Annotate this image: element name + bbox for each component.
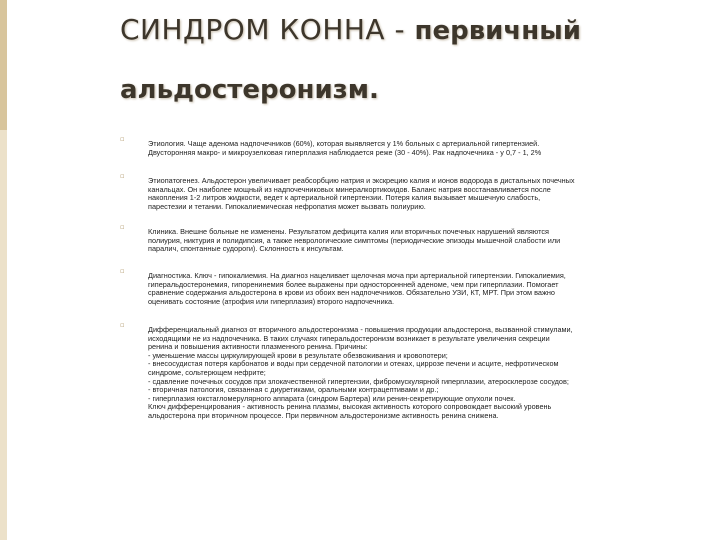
- bullet-icon: ▫: [120, 223, 125, 231]
- slide-title: [120, 2, 700, 121]
- title-part-1: СИНДРОМ КОННА -: [120, 13, 415, 46]
- bullet-text: Этиопатогенез. Альдостерон увеличивает реабсорбцию натрия и экскрецию калия и ионов водорода в дистальных почечных канальцах. Он наиболее мощный из надпочечниковых минералкортикоидов. Баланс натрия восстанавливается после накопления 1-2 литров жидкости, ведет к артериальной гипертензии. Потеря калия вызывает мышечную слабость, парестезии и тетании. Гипокалиемическая нефропатия может вызвать полиурию.: [148, 176, 575, 211]
- bullet-icon: ▫: [120, 135, 125, 143]
- bullet-text: Этиология. Чаще аденома надпочечников (60%), которая выявляется у 1% больных с артериальной гипертензией. Двусторонняя макро- и микроузелковая гиперплазия наблюдается реже (30 - 40%). Рак надпочечника - у 0,7 - 1, 2%: [148, 139, 542, 157]
- bullet-text: Дифференциальный диагноз от вторичного альдостеронизма - повышения продукции альдостерона, вызванной стимулами, исходящими не из надпочечника. В таких случаях гиперальдостеронизм возникает в результате увеличения секреции ренина и повышения активности плазменного ренина. Причины: - уменьшение массы циркулирующей крови в результате обезвоживания и кровопотери; - внесосудистая потеря карбонатов и воды при сердечной патологии и отеках, циррозе печени и асците, нефротическом синдроме, сольтерющем нефрите; - сдавление почечных сосудов при злокачественной гипертензии, фибромускулярной гиперплазии, атеросклерозе сосудов; - вторичная патология, связанная с диуретиками, оральными контрацептивами и др.; - гиперплазия юкстагломерулярного аппарата (синдром Бартера) или ренин-секретирующие опухоли почек. Ключ дифференцирования - активность ренина плазмы, высокая активность которого сопровождает высокий уровень альдостерона при вторичном процессе. При первичном альдостеронизме активность ренина снижена.: [148, 325, 573, 420]
- title-part-2: первичный: [414, 16, 581, 46]
- bullet-icon: ▫: [120, 321, 125, 329]
- bullet-icon: ▫: [120, 172, 125, 180]
- bullet-text: Клиника. Внешне больные не изменены. Результатом дефицита калия или вторичных почечных нарушений являются полиурия, никтурия и полидипсия, а также неврологические симптомы (периодические эпизоды мышечной слабости или паралич, спонтанные судороги). Склонность к инсультам.: [148, 227, 561, 254]
- bullet-text: Диагностика. Ключ - гипокалиемия. На диагноз нацеливает щелочная моча при артериальной гипертензии. Гипокалиемия, гиперальдостеронемия, гипоренинемия более выражены при одностороннней аденоме, чем при гиперплазии. Помогает сравнение содержания альдостерона в крови из обоих вен надпочечников. Обязательно УЗИ, КТ, МРТ. При этом важно оценивать состояние (атрофия или гиперплазия) второго надпочечника.: [148, 271, 566, 306]
- bullet-icon: ▫: [120, 267, 125, 275]
- slide-side-accent-top: [0, 0, 7, 130]
- title-line-2: альдостеронизм.: [120, 75, 379, 105]
